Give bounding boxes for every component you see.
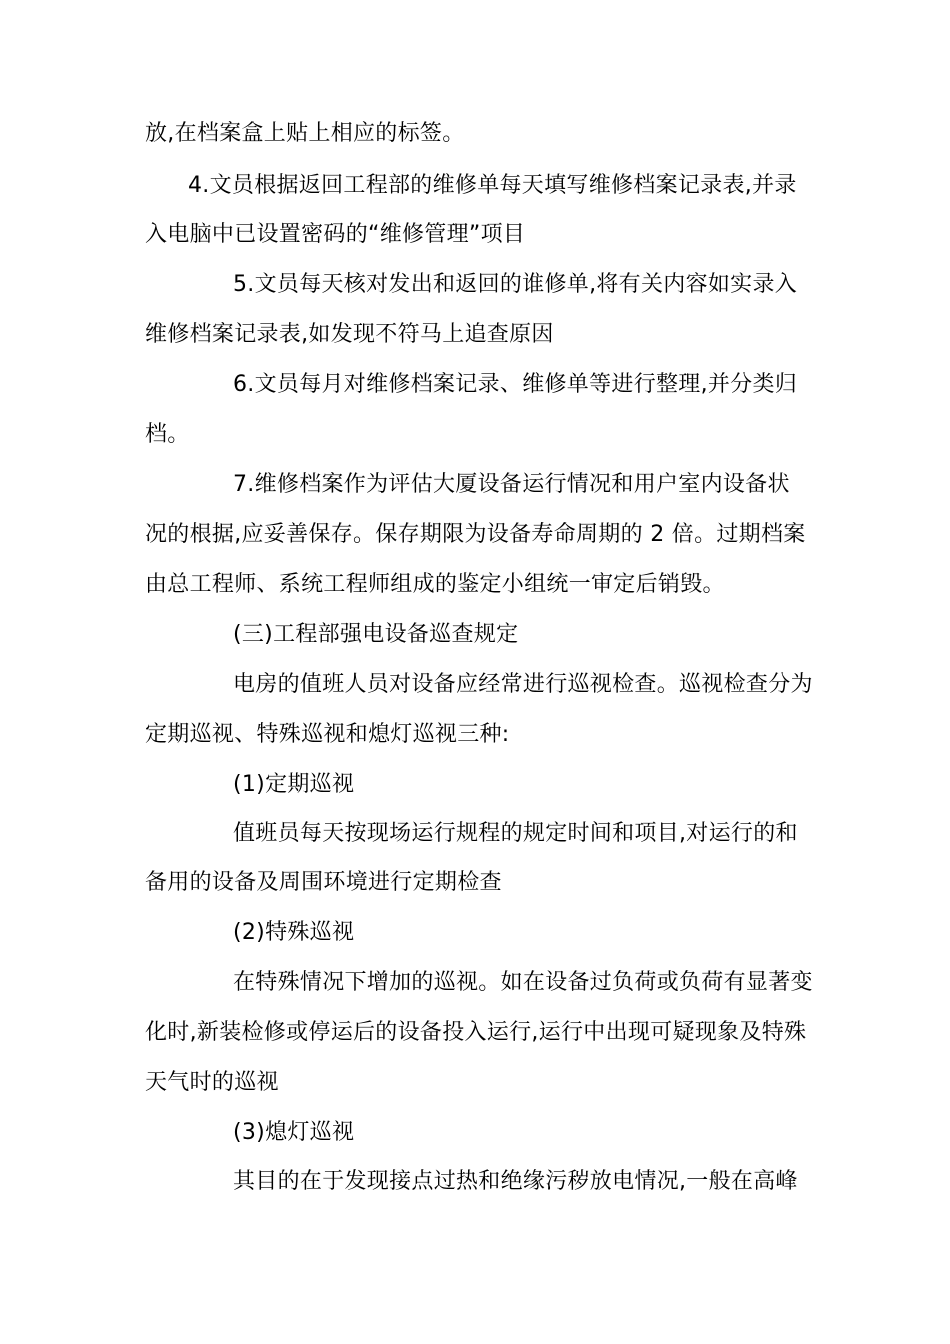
text-line: 4.文员根据返回工程部的维修单每天填写维修档案记录表,并录 — [188, 173, 797, 198]
text-line: 档。 — [145, 422, 190, 447]
text-line: 化时,新装检修或停运后的设备投入运行,运行中出现可疑现象及特殊 — [145, 1020, 807, 1045]
text-line: 值班员每天按现场运行规程的规定时间和项目,对运行的和 — [233, 821, 798, 846]
subsection-heading: (1)定期巡视 — [233, 772, 355, 797]
text-line: 电房的值班人员对设备应经常进行巡视检查。巡视检查分为 — [233, 672, 813, 697]
text-line: 况的根据,应妥善保存。保存期限为设备寿命周期的 2 倍。过期档案 — [145, 522, 806, 547]
subsection-heading: (2)特殊巡视 — [233, 920, 355, 945]
text-line: 5.文员每天核对发出和返回的谁修单,将有关内容如实录入 — [233, 272, 798, 297]
text-line: 在特殊情况下增加的巡视。如在设备过负荷或负荷有显著变 — [233, 970, 813, 995]
text-line: 6.文员每月对维修档案记录、维修单等进行整理,并分类归 — [233, 372, 798, 397]
section-heading: (三)工程部强电设备巡查规定 — [233, 622, 519, 647]
text-line: 维修档案记录表,如发现不符马上追查原因 — [145, 322, 554, 347]
subsection-heading: (3)熄灯巡视 — [233, 1120, 355, 1145]
text-line: 放,在档案盒上贴上相应的标签。 — [145, 121, 465, 146]
text-line: 定期巡视、特殊巡视和熄灯巡视三种: — [145, 722, 510, 747]
text-line: 其目的在于发现接点过热和绝缘污秽放电情况,一般在高峰 — [233, 1169, 798, 1194]
text-line: 天气时的巡视 — [145, 1070, 279, 1095]
text-line: 入电脑中已设置密码的“维修管理”项目 — [145, 222, 526, 247]
text-line: 7.维修档案作为评估大厦设备运行情况和用户室内设备状 — [233, 472, 790, 497]
text-line: 备用的设备及周围环境进行定期检查 — [145, 870, 502, 895]
text-line: 由总工程师、系统工程师组成的鉴定小组统一审定后销毁。 — [145, 572, 725, 597]
